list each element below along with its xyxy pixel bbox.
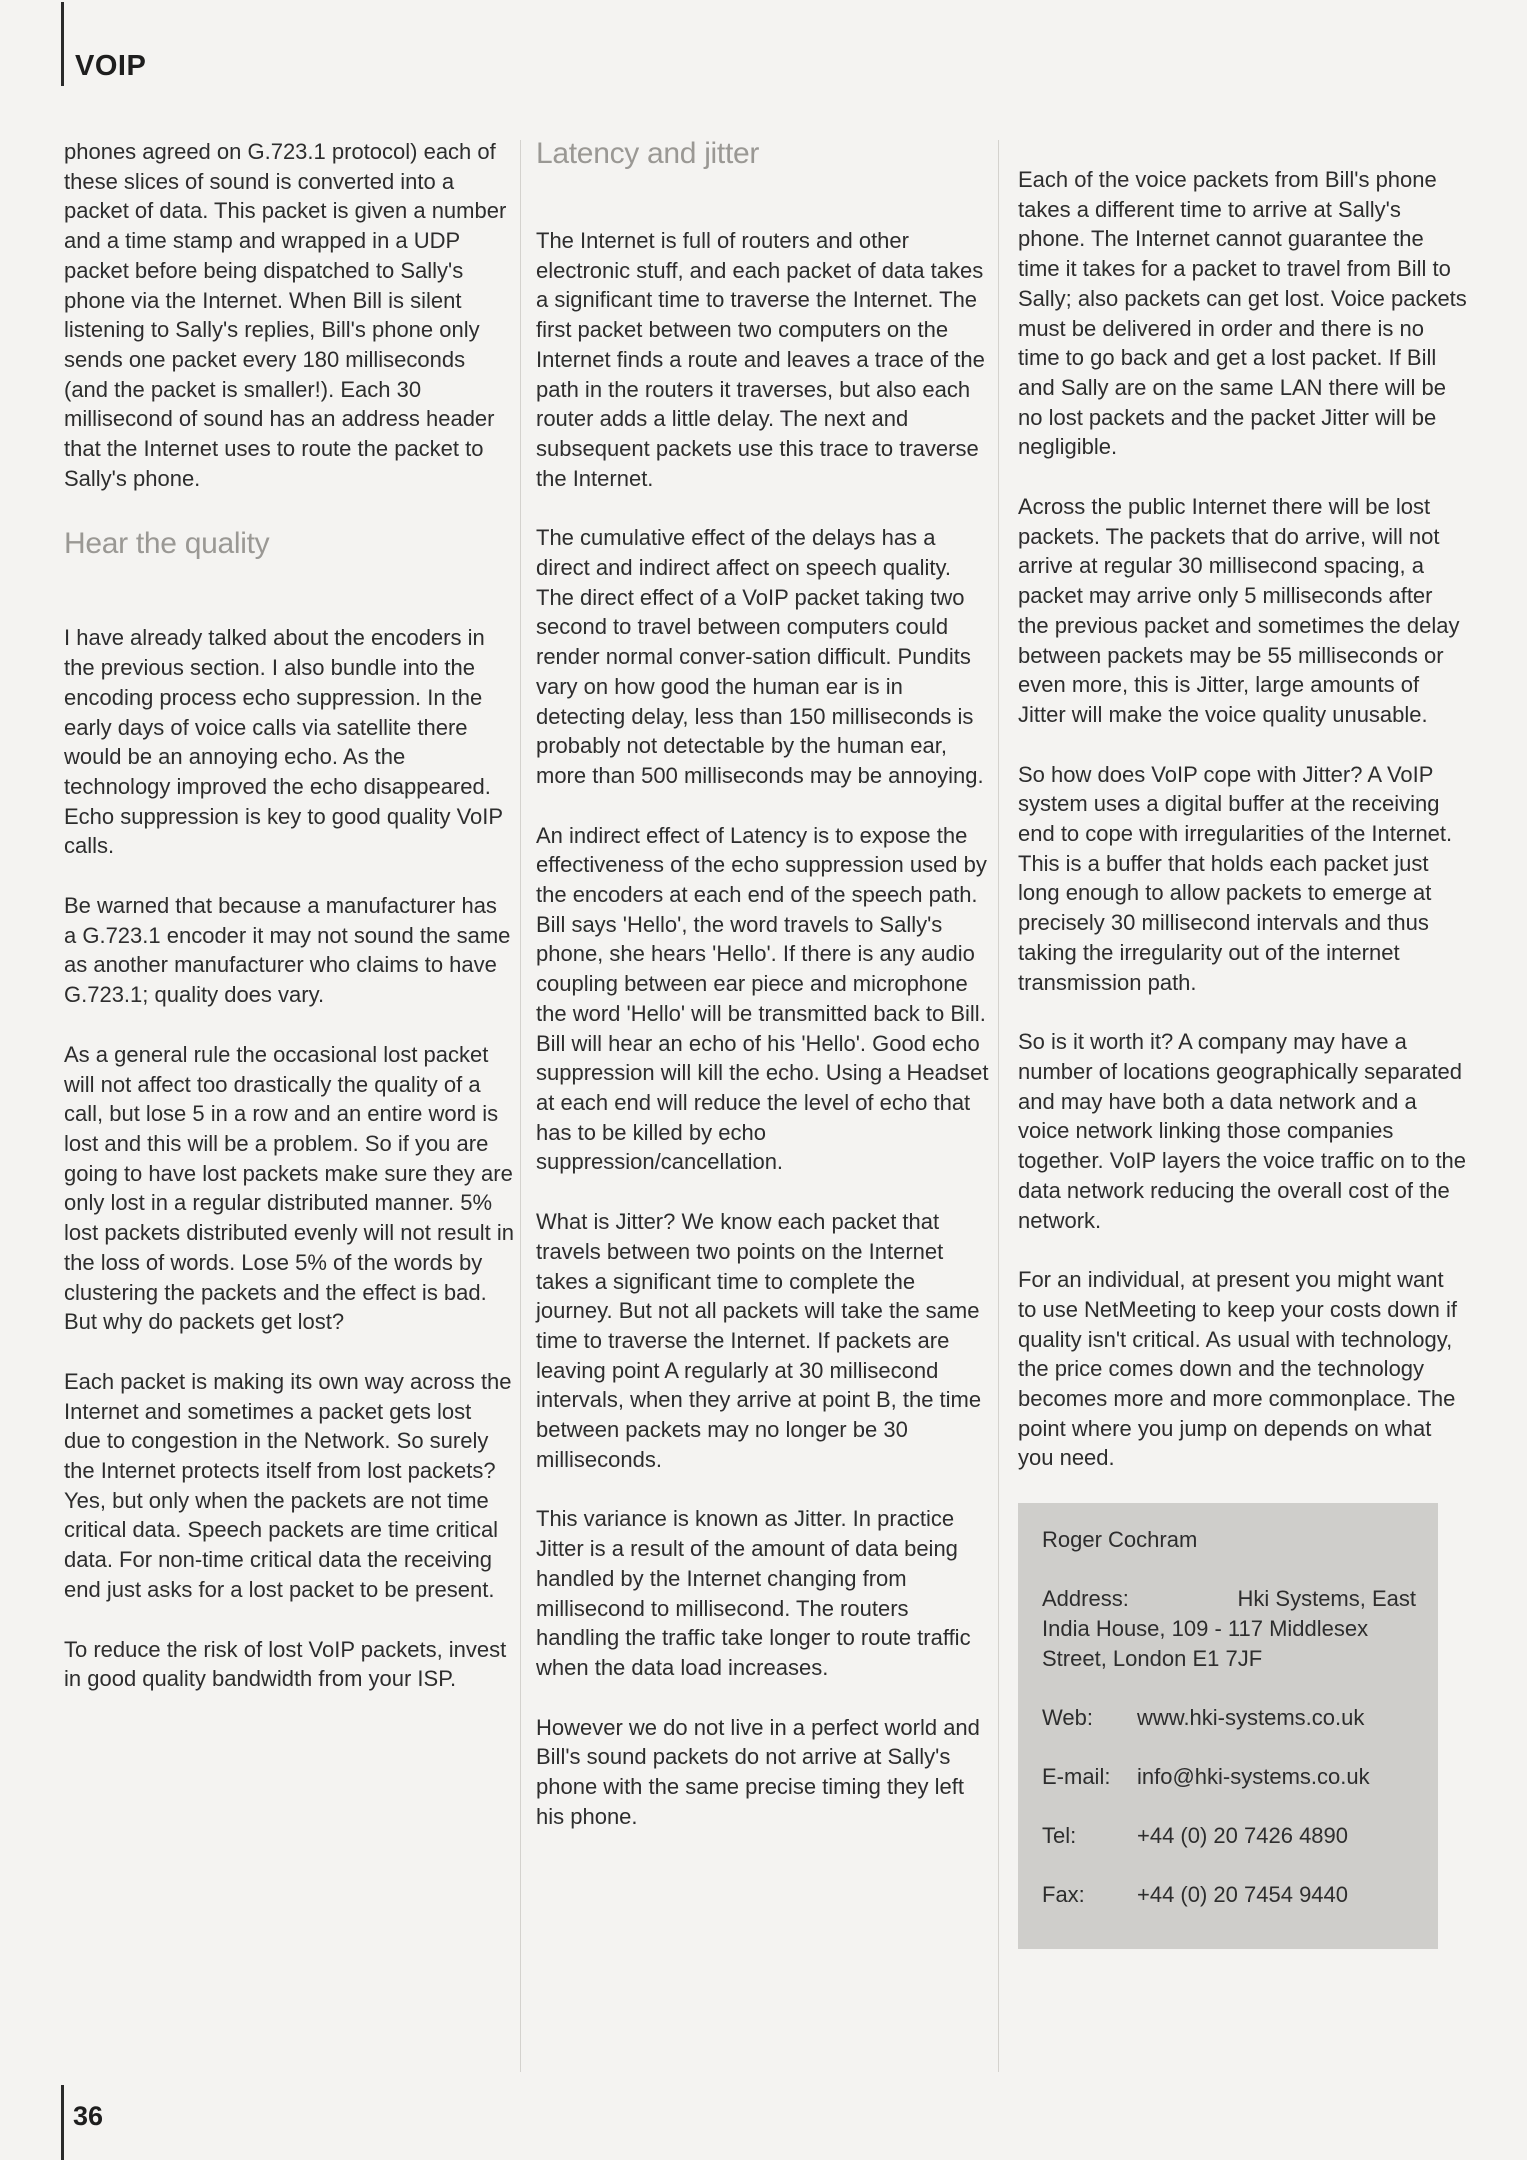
email-link[interactable]: info@hki-systems.co.uk	[1137, 1764, 1370, 1790]
web-label: Web:	[1042, 1705, 1093, 1731]
header-rule	[61, 2, 64, 86]
web-row	[1042, 1703, 1416, 1733]
tel-label: Tel:	[1042, 1823, 1077, 1849]
footer-rule	[61, 2085, 64, 2160]
heading-hear-the-quality: Hear the quality	[64, 527, 270, 561]
paragraph: So how does VoIP cope with Jitter? A VoIP system uses a digital buffer at the receiving end to cope with irregularities of the Internet. This is a buffer that holds each packet just long enough to allow packets to emerge at precisely 30 millisecond intervals and thus taking the irregularity out of the internet transmission path.	[1018, 761, 1453, 995]
paragraph: What is Jitter? We know each packet that travels between two points on the Internet takes a significant time to complete the journey. But not all packets will take the same time to traverse the Internet. If packets are leaving point A regularly at 30 millisecond intervals, when they arrive at point B, the time between packets may no longer be 30 milliseconds.	[536, 1209, 982, 1472]
column-3	[1018, 137, 1468, 1949]
paragraph: This variance is known as Jitter. In practice Jitter is a result of the amount of data being handled by the Internet changing from millisecond to millisecond. The routers handling the traffic take longer to route traffic when the data load increases.	[536, 1506, 971, 1680]
web-link[interactable]: www.hki-systems.co.uk	[1137, 1705, 1365, 1731]
paragraph: phones agreed on G.723.1 protocol) each of these slices of sound is converted into a packet of data. This packet is given a number and a time stamp and wrapped in a UDP packet before being dispatched to Sally's phone via the Internet. When Bill is silent listening to Sally's replies, Bill's phone only sends one packet every 180 milliseconds (and the packet is smaller!). Each 30 millisecond of sound has an address header that the Internet uses to route the packet to Sally's phone.	[64, 139, 507, 491]
paragraph: As a general rule the occasional lost packet will not affect too drastically the quality of a call, but lose 5 in a row and an entire word is lost and this will be a problem. So if you are going to have lost packets make sure they are only lost in a regular distributed manner. 5% lost packets distributed evenly will not result in the loss of words. Lose 5% of the words by clustering the packets and the effect is bad. But why do packets get lost?	[64, 1041, 514, 1335]
fax-label: Fax:	[1042, 1882, 1085, 1908]
address-first-line: Hki Systems, East	[1237, 1586, 1416, 1612]
address	[1042, 1584, 1416, 1674]
column-1	[64, 137, 514, 1724]
address-rest: India House, 109 - 117 Middlesex Street, London E1 7JF	[1042, 1616, 1369, 1672]
paragraph: Be warned that because a manufacturer has a G.723.1 encoder it may not sound the same as another manufacturer who claims to have G.723.1; quality does vary.	[64, 893, 511, 1008]
column-divider	[520, 140, 521, 2072]
email-label: E-mail:	[1042, 1764, 1111, 1790]
page-number: 36	[73, 2101, 104, 2131]
paragraph: I have already talked about the encoders in the previous section. I also bundle into the encoding process echo suppression. In the early days of voice calls via satellite there would be an annoying echo. As the technology improved the echo disappeared. Echo suppression is key to good quality VoIP calls.	[64, 625, 503, 859]
paragraph: The Internet is full of routers and other electronic stuff, and each packet of data takes a significant time to traverse the Internet. The first packet between two computers on the Internet finds a route and leaves a trace of the path in the routers it traverses, but also each router adds a little delay. The next and subsequent packets use this trace to traverse the Internet.	[536, 228, 985, 491]
tel-value: +44 (0) 20 7426 4890	[1137, 1823, 1349, 1849]
address-label: Address:	[1042, 1586, 1129, 1612]
contact-box	[1018, 1503, 1438, 1949]
paragraph: To reduce the risk of lost VoIP packets, invest in good quality bandwidth from your ISP.	[64, 1636, 507, 1692]
heading-latency-and-jitter: Latency and jitter	[536, 137, 760, 170]
paragraph: For an individual, at present you might want to use NetMeeting to keep your costs down if quality isn't critical. As usual with technology, the price comes down and the technology becomes more and more commonplace. The point where you jump on depends on what you need.	[1018, 1267, 1458, 1471]
paragraph: Each of the voice packets from Bill's phone takes a different time to arrive at Sally's phone. The Internet cannot guarantee the time it takes for a packet to travel from Bill to Sally; also packets can get lost. Voice packets must be delivered in order and there is no time to go back and get a lost packet. If Bill and Sally are on the same LAN there will be no lost packets and the packet Jitter will be negligible.	[1018, 167, 1467, 460]
paragraph: So is it worth it? A company may have a number of locations geographically separated and may have both a data network and a voice network linking those companies together. VoIP layers the voice traffic on to the data network reducing the overall cost of the network.	[1018, 1029, 1467, 1233]
paragraph: However we do not live in a perfect world and Bill's sound packets do not arrive at Sally's phone with the same precise timing they left his phone.	[536, 1714, 980, 1829]
paragraph: The cumulative effect of the delays has a direct and indirect affect on speech quality. The direct effect of a VoIP packet taking two second to travel between computers could render normal conver-sation difficult. Pundits vary on how good the human ear is in detecting delay, less than 150 milliseconds is probably not detectable by the human ear, more than 500 milliseconds may be annoying.	[536, 525, 984, 788]
paragraph: An indirect effect of Latency is to expose the effectiveness of the echo suppression used by the encoders at each end of the speech path. Bill says 'Hello', the word travels to Sally's phone, she hears 'Hello'. If there is any audio coupling between ear piece and microphone the word 'Hello' will be transmitted back to Bill. Bill will hear an echo of his 'Hello'. Good echo suppression will kill the echo. Using a Headset at each end will reduce the level of echo that has to be killed by echo suppression/cancellation.	[536, 822, 989, 1175]
fax-row	[1042, 1880, 1416, 1910]
fax-value: +44 (0) 20 7454 9440	[1137, 1882, 1349, 1908]
paragraph: Each packet is making its own way across the Internet and sometimes a packet gets lost due to congestion in the Network. So surely the Internet protects itself from lost packets? Yes, but only when the packets are not time critical data. Speech packets are time critical data. For non-time critical data the receiving end just asks for a lost packet to be present.	[64, 1368, 512, 1602]
column-divider	[998, 140, 999, 2072]
email-row	[1042, 1762, 1416, 1792]
paragraph: Across the public Internet there will be lost packets. The packets that do arrive, will not arrive at regular 30 millisecond spacing, a packet may arrive only 5 milliseconds after the previous packet and sometimes the delay between packets may be 55 milliseconds or even more, this is Jitter, large amounts of Jitter will make the voice quality unusable.	[1018, 494, 1460, 727]
section-title: VOIP	[75, 50, 147, 82]
column-2	[536, 137, 991, 1861]
author-name: Roger Cochram	[1042, 1527, 1198, 1553]
tel-row	[1042, 1821, 1416, 1851]
